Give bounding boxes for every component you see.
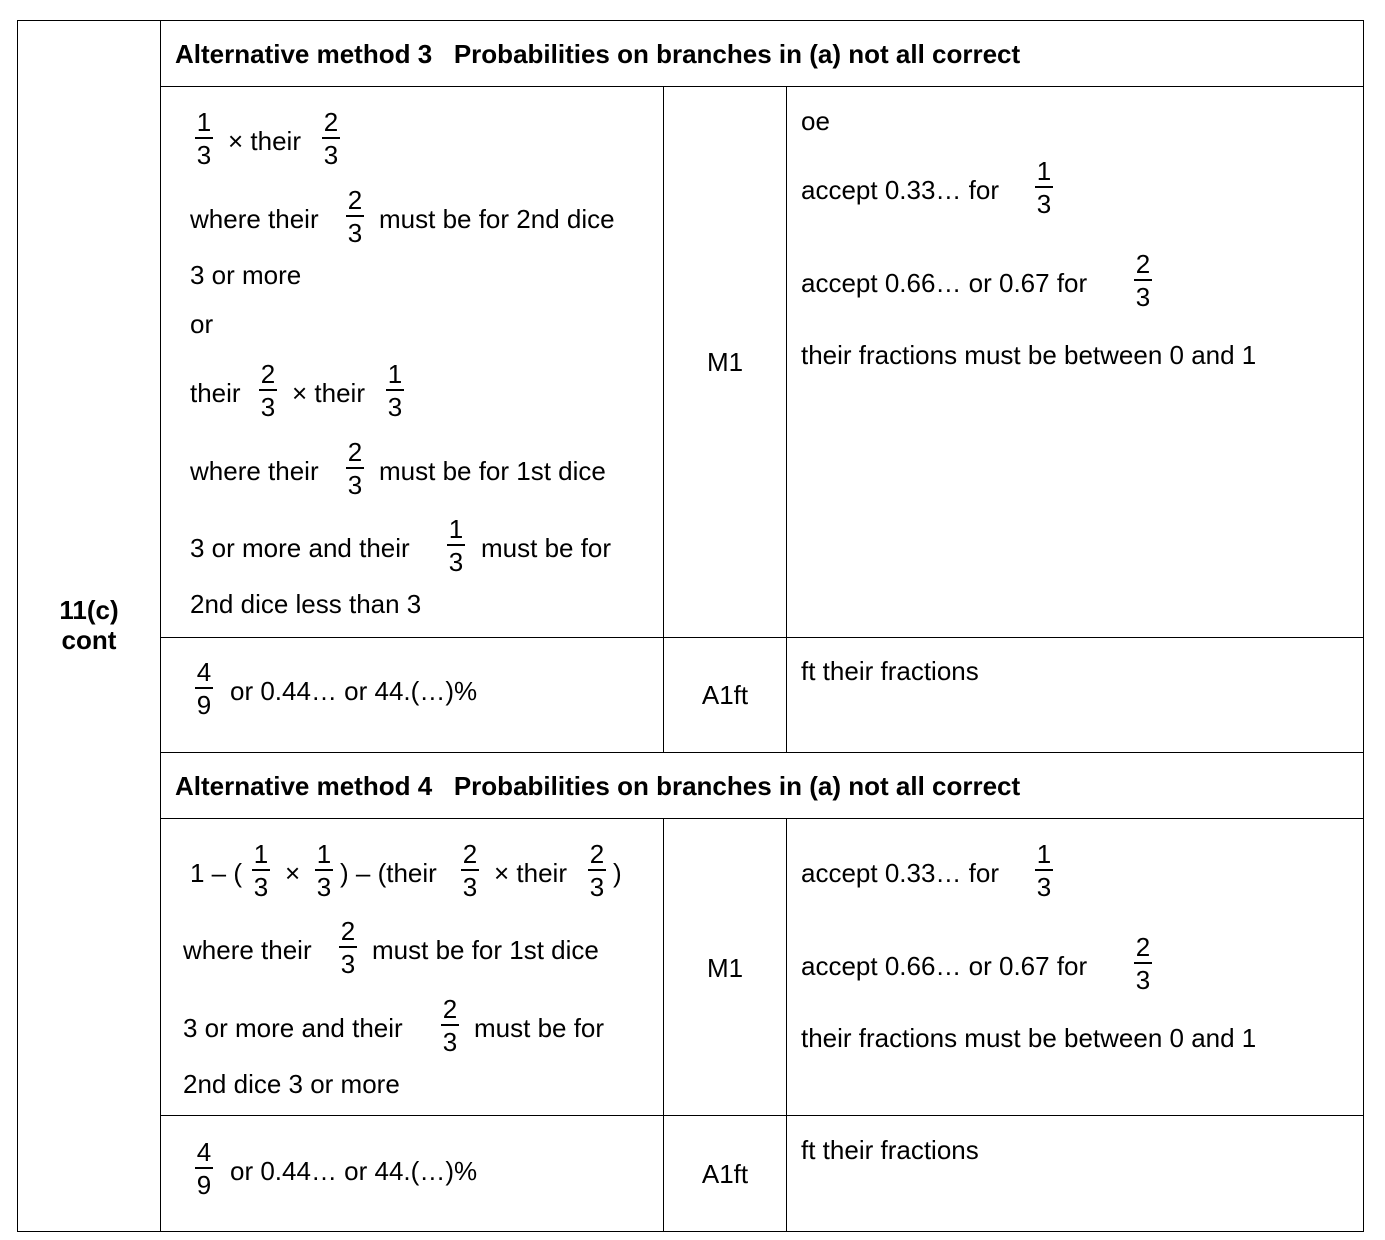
table-border-top [17, 20, 1364, 21]
fraction-one-third: 1 3 [448, 514, 464, 577]
question-label: 11(c) cont [59, 595, 119, 655]
alt4-m1-line4: 2nd dice 3 or more [183, 1069, 400, 1099]
alt4-note-accept1: accept 0.33… for [801, 858, 999, 888]
fraction-four-ninths: 4 9 [196, 657, 212, 720]
alt4-m1-line1-a: 1 – ( [190, 858, 243, 888]
alt4-a1-answer: or 0.44… or 44.(…)% [230, 1156, 478, 1186]
alt3-m1-mark: M1 [706, 347, 744, 377]
alt3-m1-line2-pre: where their [190, 204, 319, 234]
alt4-a1-note: ft their fractions [801, 1135, 979, 1165]
alt3-header-divider [160, 86, 1364, 87]
alt4-m1-line1-e: ) [613, 858, 622, 888]
alt4-mark-column-right [786, 818, 787, 1232]
alt4-m1-line2-post: must be for 1st dice [372, 935, 599, 965]
fraction-two-thirds: 2 3 [442, 994, 458, 1057]
table-border-right [1363, 20, 1364, 1232]
alt4-header-top-divider [160, 752, 1364, 753]
fraction-two-thirds: 2 3 [260, 359, 276, 422]
fraction-four-ninths: 4 9 [196, 1137, 212, 1200]
fraction-two-thirds: 2 3 [347, 437, 363, 500]
alt3-note-oe: oe [801, 106, 830, 136]
fraction-two-thirds: 2 3 [1135, 932, 1151, 995]
alt3-a1-note: ft their fractions [801, 656, 979, 686]
fraction-one-third: 1 3 [1036, 839, 1052, 902]
fraction-two-thirds: 2 3 [1135, 249, 1151, 312]
alt3-m1-line6-pre: where their [190, 456, 319, 486]
alt4-header-divider [160, 818, 1364, 819]
alt4-m1-line3-post: must be for [474, 1013, 605, 1043]
alt4-m1-line2-pre: where their [183, 935, 312, 965]
fraction-one-third: 1 3 [253, 839, 269, 902]
alt3-m1-line4: or [190, 309, 214, 339]
fraction-two-thirds: 2 3 [347, 185, 363, 248]
alt3-m1-line7-pre: 3 or more and their [190, 533, 410, 563]
alt3-a1-answer: or 0.44… or 44.(…)% [230, 676, 478, 706]
alt3-header: Alternative method 3 Probabilities on branches in (a) not all correct [175, 39, 1021, 69]
fraction-one-third: 1 3 [387, 359, 403, 422]
alt3-m1-line1: × their [228, 126, 301, 156]
alt3-mark-column-left [663, 86, 664, 753]
alt3-m1-line5-mid: × their [292, 378, 365, 408]
alt3-m1-line5-pre: their [190, 378, 241, 408]
alt4-m1-line1-d: × their [494, 858, 567, 888]
fraction-one-third: 1 3 [196, 107, 212, 170]
alt3-note-between: their fractions must be between 0 and 1 [801, 340, 1257, 370]
alt4-m1-line1-c: ) – (their [340, 858, 437, 888]
fraction-two-thirds: 2 3 [462, 839, 478, 902]
fraction-two-thirds: 2 3 [323, 107, 339, 170]
alt4-a1-mark: A1ft [701, 1159, 749, 1189]
alt3-m1-line3: 3 or more [190, 260, 302, 290]
table-border-bottom [17, 1231, 1364, 1232]
alt3-a1-mark: A1ft [701, 680, 749, 710]
alt3-row-divider [160, 637, 1364, 638]
table-border-left [17, 20, 18, 1232]
alt4-header: Alternative method 4 Probabilities on branches in (a) not all correct [175, 771, 1021, 801]
alt3-mark-column-right [786, 86, 787, 753]
alt4-m1-line3-pre: 3 or more and their [183, 1013, 403, 1043]
alt3-note-accept1: accept 0.33… for [801, 175, 999, 205]
fraction-one-third: 1 3 [1036, 156, 1052, 219]
alt3-m1-line8: 2nd dice less than 3 [190, 589, 422, 619]
alt4-note-between: their fractions must be between 0 and 1 [801, 1023, 1257, 1053]
fraction-one-third: 1 3 [316, 839, 332, 902]
fraction-two-thirds: 2 3 [340, 916, 356, 979]
alt4-m1-mark: M1 [706, 953, 744, 983]
alt3-note-accept2: accept 0.66… or 0.67 for [801, 268, 1088, 298]
alt4-m1-line1-b: × [285, 858, 301, 888]
alt4-row-divider [160, 1115, 1364, 1116]
fraction-two-thirds: 2 3 [589, 839, 605, 902]
alt3-m1-line6-post: must be for 1st dice [379, 456, 606, 486]
question-column-divider [160, 20, 161, 1232]
alt3-m1-line7-post: must be for [481, 533, 612, 563]
alt3-m1-line2-post: must be for 2nd dice [379, 204, 615, 234]
alt4-note-accept2: accept 0.66… or 0.67 for [801, 951, 1088, 981]
